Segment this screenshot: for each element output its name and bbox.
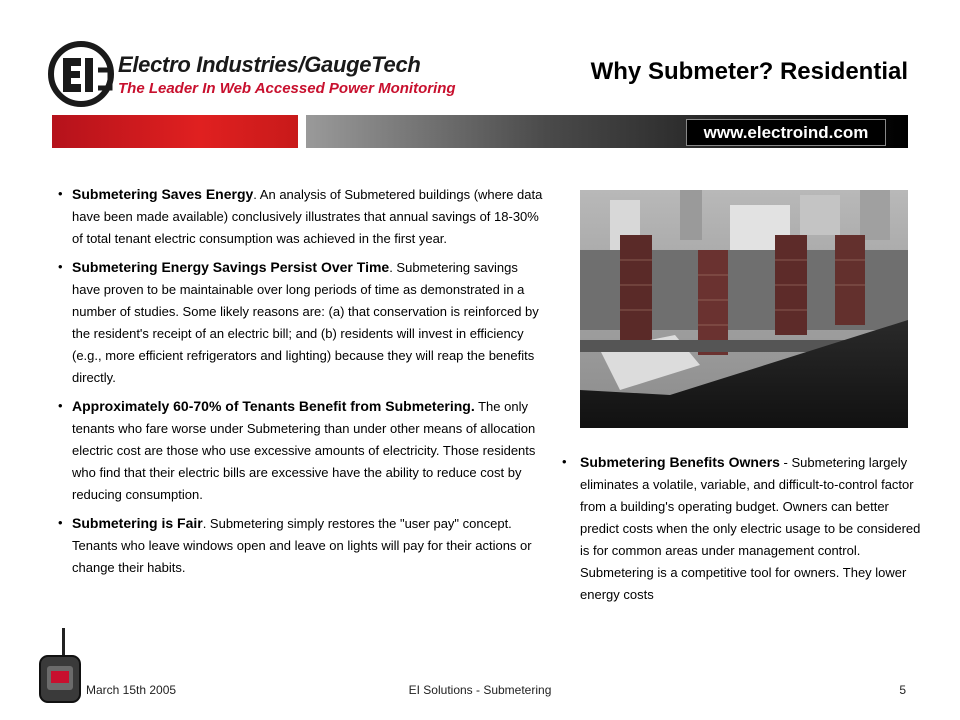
bullet-body: . Submetering simply restores the "user pay" concept. Tenants who leave windows open and leave on lights will pay for their actions or change their habits. xyxy=(72,516,532,575)
bullet-point xyxy=(58,183,546,250)
bullet-point xyxy=(562,451,922,606)
bullet-point xyxy=(58,512,546,579)
bullet-marker: • xyxy=(58,398,63,413)
slide-title: Why Submeter? Residential xyxy=(590,58,908,85)
bullet-marker: • xyxy=(562,454,567,469)
bullet-point xyxy=(58,395,546,506)
page-number: 5 xyxy=(899,683,906,697)
header-red-bar xyxy=(52,115,298,148)
bullet-heading: Submetering Saves Energy xyxy=(72,186,254,202)
bullet-marker: • xyxy=(58,515,63,530)
building-image-icon xyxy=(580,190,908,428)
bullet-body: The only tenants who fare worse under Submetering than under other means of allocation electric cost are those who use excessive amounts of electricity. Those residents who find that their electric bills are excessive have the ability to reduce cost by reducing consumption. xyxy=(72,399,536,502)
bullet-body: . An analysis of Submetered buildings (where data have been made available) conclusively illustrates that annual savings of 18-30% of total tenant electric consumption was achieved in the first year. xyxy=(72,187,543,246)
bullet-heading: Submetering is Fair xyxy=(72,515,203,531)
bullet-marker: • xyxy=(58,186,63,201)
bullet-heading: Approximately 60-70% of Tenants Benefit from Submetering. xyxy=(72,398,475,414)
company-name: Electro Industries/GaugeTech xyxy=(118,52,421,77)
footer-title: EI Solutions - Submetering xyxy=(408,683,552,697)
footer-date: March 15th 2005 xyxy=(86,683,177,697)
residential-towers-photo xyxy=(580,190,908,428)
right-bullet-list xyxy=(562,451,922,612)
company-tagline: The Leader In Web Accessed Power Monitoring xyxy=(118,80,456,97)
bullet-body: - Submetering largely eliminates a volatile, variable, and difficult-to-control factor from a building's operating budget. Owners can better predict costs when the only electric usage to be considered is for common areas under management control. Submetering is a competitive tool for owners. They lower energy costs xyxy=(580,455,921,602)
eig-logo-icon xyxy=(48,40,118,110)
left-bullet-list xyxy=(58,183,546,585)
bullet-marker: • xyxy=(58,259,63,274)
company-logo xyxy=(48,40,468,110)
bullet-heading: Submetering Benefits Owners xyxy=(580,454,780,470)
bullet-body: . Submetering savings have proven to be maintainable over long periods of time as demonstrated in a number of studies. Some likely reasons are: (a) that conservation is reinforced by the resident's receipt of an electric bill; and (b) residents will invest in efficiency (e.g., more efficient refrigerators and lighting) because they will reap the benefits directly. xyxy=(72,260,539,385)
bullet-point xyxy=(58,256,546,389)
bullet-heading: Submetering Energy Savings Persist Over Time xyxy=(72,259,390,275)
website-link[interactable]: www.electroind.com xyxy=(686,119,886,146)
